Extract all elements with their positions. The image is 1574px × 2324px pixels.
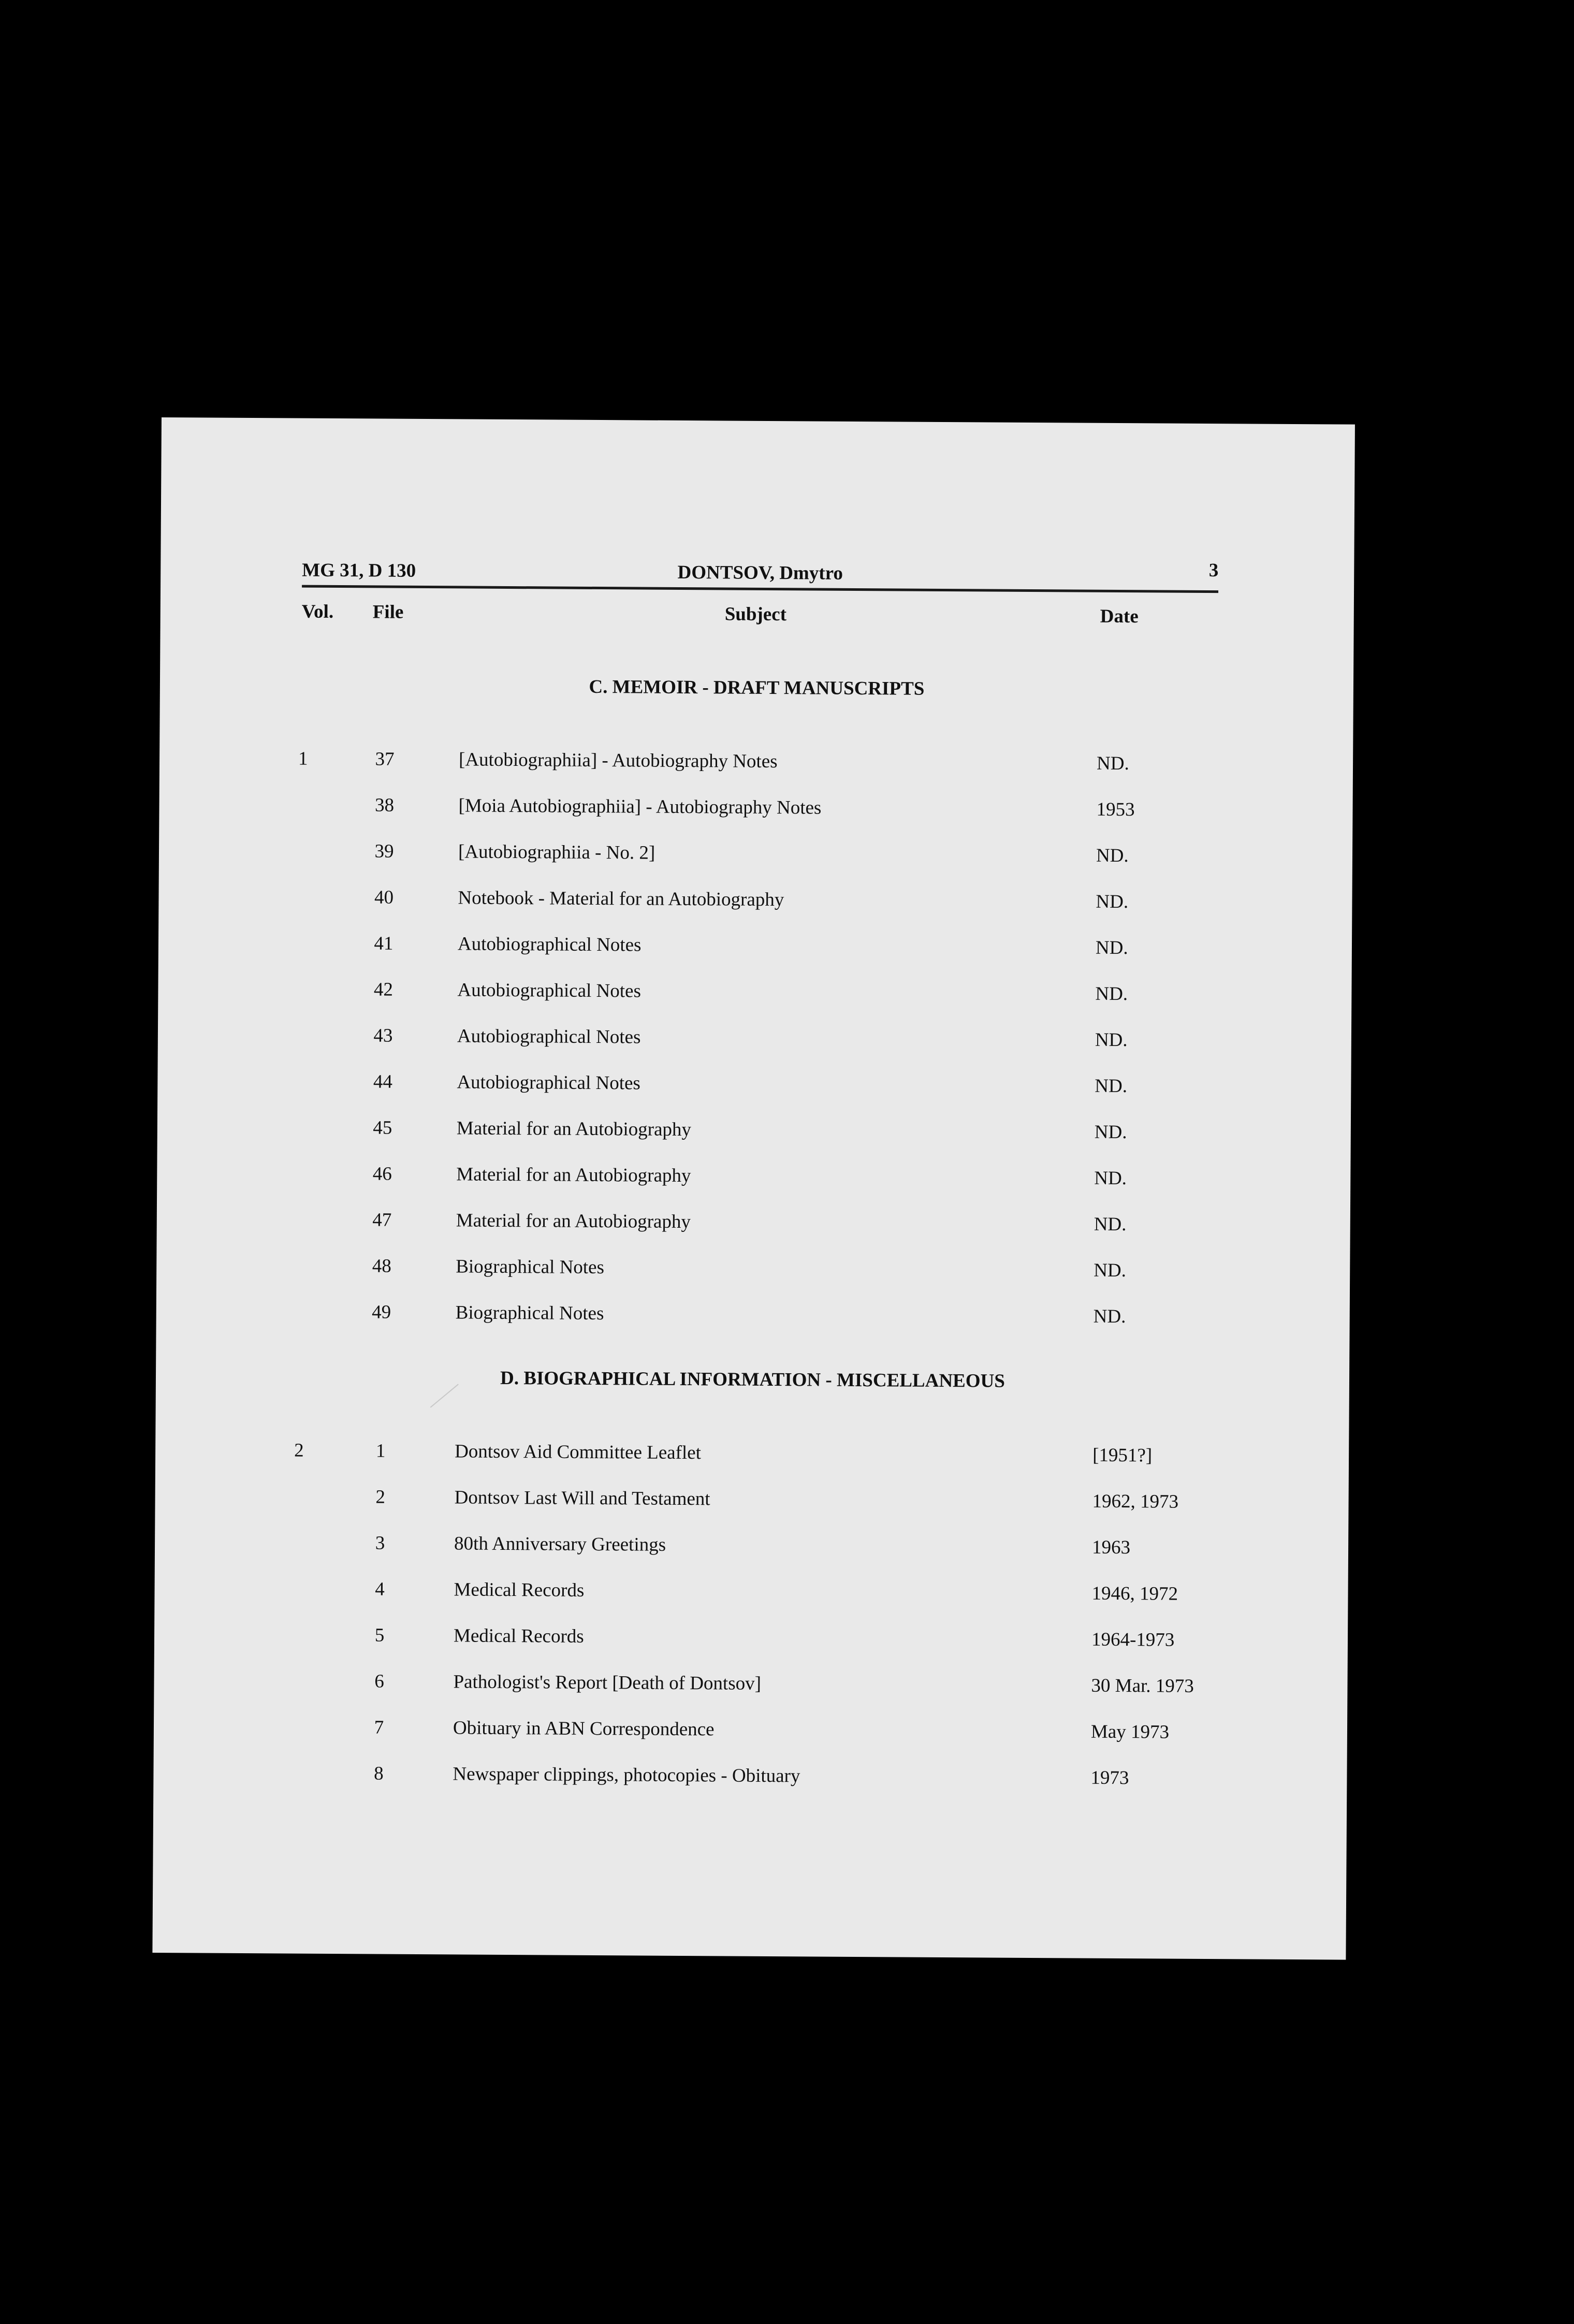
row-subject: Dontsov Aid Committee Leaflet bbox=[455, 1441, 702, 1464]
section-title-biographical: D. BIOGRAPHICAL INFORMATION - MISCELLANEOUS bbox=[500, 1367, 1005, 1392]
row-date: 1964-1973 bbox=[1091, 1629, 1175, 1651]
row-file: 40 bbox=[374, 887, 394, 908]
row-date: ND. bbox=[1095, 937, 1128, 959]
table-row bbox=[154, 1623, 1348, 1661]
table-row bbox=[155, 1439, 1349, 1477]
row-subject: Autobiographical Notes bbox=[457, 979, 642, 1002]
column-header-date: Date bbox=[1100, 605, 1139, 628]
table-row bbox=[157, 1161, 1350, 1200]
page-header bbox=[302, 554, 1218, 593]
row-subject: Material for an Autobiography bbox=[456, 1117, 692, 1141]
row-file: 42 bbox=[373, 979, 394, 1000]
row-date: 30 Mar. 1973 bbox=[1091, 1675, 1194, 1697]
row-date: 1973 bbox=[1090, 1767, 1129, 1789]
row-date: ND. bbox=[1096, 752, 1129, 775]
table-row bbox=[155, 1485, 1348, 1523]
row-date: ND. bbox=[1095, 1075, 1128, 1097]
document-page bbox=[152, 417, 1355, 1960]
row-file: 47 bbox=[372, 1209, 392, 1231]
column-header-vol: Vol. bbox=[301, 601, 334, 622]
row-file: 41 bbox=[374, 933, 394, 954]
row-file: 3 bbox=[375, 1532, 385, 1554]
row-subject: Material for an Autobiography bbox=[456, 1164, 691, 1187]
row-subject: 80th Anniversary Greetings bbox=[454, 1533, 666, 1556]
row-date: ND. bbox=[1093, 1305, 1126, 1328]
row-date: ND. bbox=[1094, 1121, 1127, 1143]
row-file: 48 bbox=[372, 1255, 391, 1277]
row-file: 45 bbox=[373, 1117, 392, 1139]
table-row bbox=[159, 839, 1352, 877]
row-date: May 1973 bbox=[1090, 1721, 1170, 1743]
row-subject: Dontsov Last Will and Testament bbox=[454, 1487, 710, 1510]
row-file: 8 bbox=[374, 1763, 384, 1784]
row-subject: Autobiographical Notes bbox=[457, 1071, 641, 1094]
row-date: ND. bbox=[1094, 1167, 1127, 1189]
table-row bbox=[154, 1669, 1347, 1707]
row-file: 43 bbox=[373, 1025, 393, 1047]
table-row bbox=[159, 747, 1353, 785]
table-row bbox=[155, 1531, 1348, 1569]
row-date: 1946, 1972 bbox=[1091, 1582, 1178, 1605]
row-subject: Biographical Notes bbox=[455, 1302, 604, 1325]
row-file: 4 bbox=[375, 1578, 385, 1600]
row-subject: Pathologist's Report [Death of Dontsov] bbox=[453, 1671, 762, 1694]
table-row bbox=[156, 1300, 1350, 1338]
row-file: 39 bbox=[374, 840, 394, 862]
row-file: 38 bbox=[374, 794, 395, 816]
table-row bbox=[154, 1715, 1347, 1753]
row-date: ND. bbox=[1094, 1213, 1127, 1236]
row-date: ND. bbox=[1094, 1259, 1127, 1282]
row-date: 1962, 1973 bbox=[1092, 1490, 1179, 1513]
row-file: 49 bbox=[372, 1301, 391, 1323]
row-file: 6 bbox=[374, 1671, 384, 1692]
row-subject: Autobiographical Notes bbox=[457, 933, 642, 956]
row-subject: Notebook - Material for an Autobiography bbox=[458, 887, 784, 911]
table-row bbox=[154, 1577, 1348, 1615]
table-row bbox=[158, 931, 1352, 969]
row-file: 5 bbox=[374, 1624, 385, 1646]
collection-title: DONTSOV, Dmytro bbox=[677, 561, 843, 584]
column-header-subject: Subject bbox=[724, 603, 787, 626]
table-row bbox=[153, 1761, 1347, 1799]
row-date: ND. bbox=[1096, 891, 1129, 913]
table-row bbox=[158, 977, 1351, 1015]
table-row bbox=[157, 1208, 1350, 1246]
row-subject: Biographical Notes bbox=[456, 1256, 605, 1279]
row-vol: 2 bbox=[294, 1440, 304, 1461]
column-header-file: File bbox=[372, 601, 404, 623]
row-subject: [Moia Autobiographiia] - Autobiography Notes bbox=[458, 795, 822, 819]
row-vol: 1 bbox=[298, 748, 308, 769]
row-subject: [Autobiographiia] - Autobiography Notes bbox=[458, 749, 778, 773]
table-row bbox=[157, 1115, 1351, 1154]
row-file: 46 bbox=[372, 1163, 392, 1185]
row-date: ND. bbox=[1096, 845, 1129, 867]
row-file: 2 bbox=[375, 1486, 386, 1508]
table-row bbox=[156, 1254, 1350, 1292]
row-subject: Autobiographical Notes bbox=[457, 1025, 641, 1048]
page-number: 3 bbox=[1208, 560, 1219, 582]
table-row bbox=[158, 1023, 1351, 1062]
row-subject: [Autobiographiia - No. 2] bbox=[458, 841, 655, 864]
row-date: [1951?] bbox=[1092, 1444, 1153, 1466]
row-file: 44 bbox=[373, 1071, 393, 1093]
row-subject: Material for an Autobiography bbox=[456, 1210, 691, 1233]
row-date: ND. bbox=[1095, 1029, 1128, 1051]
row-file: 37 bbox=[375, 748, 395, 770]
row-subject: Medical Records bbox=[454, 1579, 585, 1601]
section-title-memoir: C. MEMOIR - DRAFT MANUSCRIPTS bbox=[589, 676, 925, 700]
table-row bbox=[159, 793, 1352, 831]
row-subject: Obituary in ABN Correspondence bbox=[453, 1717, 715, 1740]
row-date: ND. bbox=[1095, 983, 1128, 1005]
row-file: 1 bbox=[375, 1440, 386, 1462]
row-subject: Newspaper clippings, photocopies - Obituary bbox=[453, 1763, 800, 1787]
table-row bbox=[158, 885, 1352, 923]
row-subject: Medical Records bbox=[453, 1625, 584, 1647]
fonds-reference: MG 31, D 130 bbox=[302, 559, 416, 582]
row-file: 7 bbox=[374, 1717, 384, 1738]
row-date: 1963 bbox=[1091, 1536, 1131, 1559]
table-row bbox=[157, 1069, 1351, 1108]
row-date: 1953 bbox=[1096, 798, 1135, 821]
